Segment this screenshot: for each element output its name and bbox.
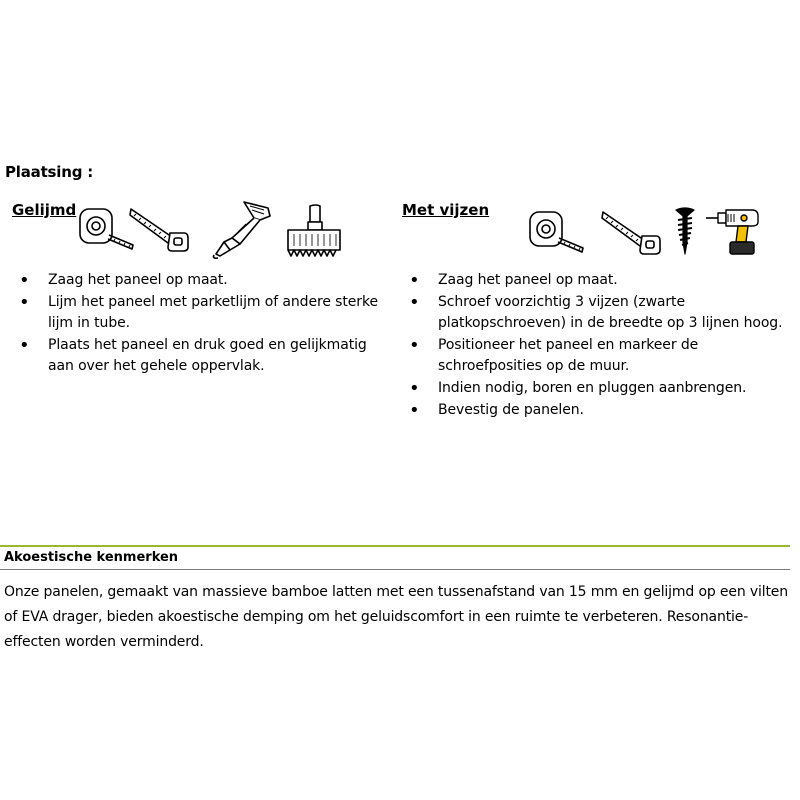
list-item: • Indien nodig, boren en pluggen aanbrengen. <box>400 378 790 399</box>
glued-header <box>10 200 385 270</box>
glued-label: Gelijmd <box>12 201 77 219</box>
section-underline <box>0 569 790 570</box>
screwed-header <box>400 200 790 270</box>
page-title: Plaatsing : <box>5 163 94 181</box>
saw-icon <box>128 203 192 253</box>
screwed-label: Met vijzen <box>402 201 490 219</box>
list-item: • Plaats het paneel en druk goed en gelijkmatig aan over het gehele oppervlak. <box>10 335 385 377</box>
screwed-method <box>400 200 790 422</box>
glued-steps <box>10 270 385 377</box>
list-item: • Bevestig de panelen. <box>400 400 790 421</box>
drill-icon <box>704 206 762 258</box>
notched-trowel-icon <box>284 204 346 260</box>
acoustics-title: Akoestische kenmerken <box>4 550 179 565</box>
section-divider <box>0 545 790 547</box>
list-item: • Zaag het paneel op maat. <box>400 270 790 291</box>
list-item: • Schroef voorzichtig 3 vijzen (zwarte platkopschroeven) in de breedte op 3 lijnen hoog. <box>400 292 790 334</box>
glue-tube-icon <box>210 198 274 260</box>
screwed-steps <box>400 270 790 421</box>
acoustics-body: Onze panelen, gemaakt van massieve bamboe latten met een tussenafstand van 15 mm en gelijmd op een vilten of EVA drager, bieden akoestische demping om het geluidscomfort in een ruimte te verbeteren. Resonantie-effecten worden verminderd. <box>4 584 788 650</box>
list-item: • Zaag het paneel op maat. <box>10 270 385 291</box>
screw-icon <box>674 206 696 256</box>
glued-method <box>10 200 385 378</box>
list-item: • Lijm het paneel met parketlijm of andere sterke lijm in tube. <box>10 292 385 334</box>
saw-icon <box>600 206 664 256</box>
list-item: • Positioneer het paneel en markeer de schroefposities op de muur. <box>400 335 790 377</box>
tape-measure-icon <box>528 208 590 256</box>
